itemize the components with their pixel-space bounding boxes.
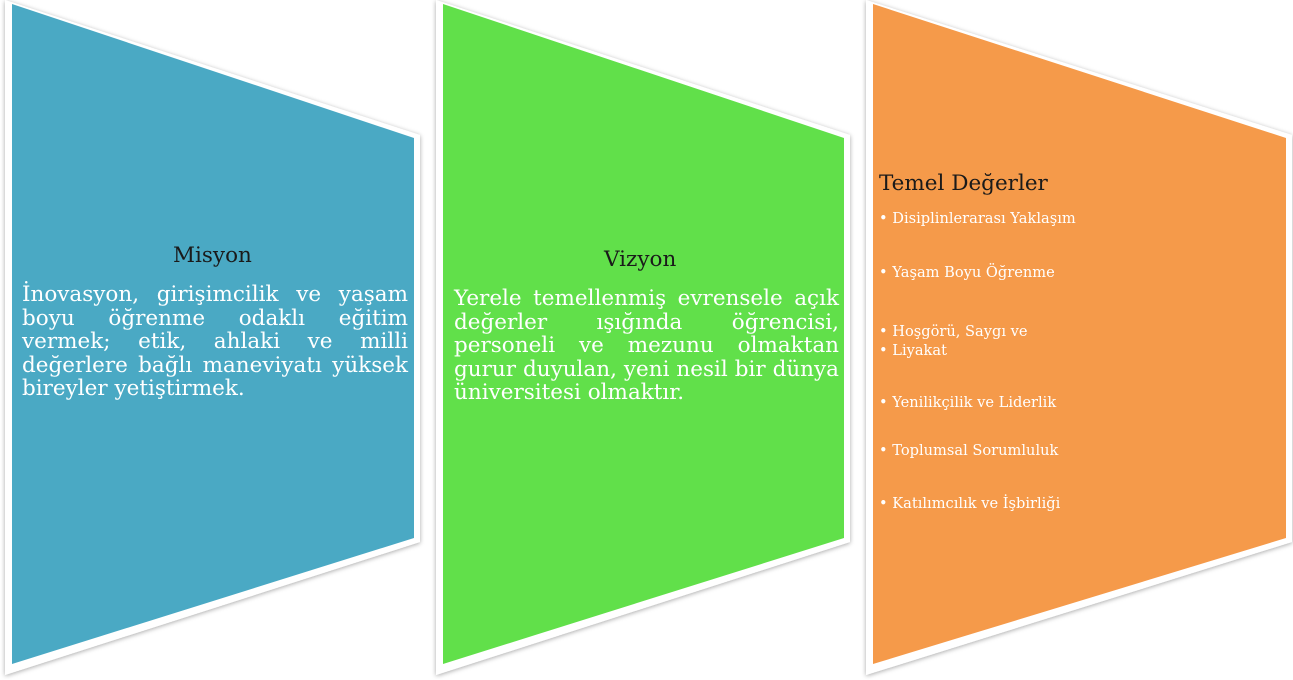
degerler-title: Temel Değerler (879, 171, 1048, 196)
vizyon-title: Vizyon (604, 247, 677, 272)
degerler-item: • Yenilikçilik ve Liderlik (879, 394, 1057, 411)
misyon-title: Misyon (173, 243, 252, 268)
degerler-item: • Disiplinlerarası Yaklaşım (879, 210, 1076, 227)
degerler-item: • Liyakat (879, 342, 947, 359)
misyon-text: İnovasyon, girişimcilik ve yaşam boyu öğrenme odaklı eğitim vermek; etik, ahlaki ve milli değerlere bağlı maneviyatı yüksek bireyler yetiştirmek. (22, 282, 408, 401)
degerler-item: • Yaşam Boyu Öğrenme (879, 264, 1055, 281)
degerler-item: • Katılımcılık ve İşbirliği (879, 495, 1061, 512)
degerler-item: • Toplumsal Sorumluluk (879, 442, 1059, 459)
vizyon-text: Yerele temellenmiş evrensele açık değerler ışığında öğrencisi, personeli ve mezunu olmaktan gurur duyulan, yeni nesil bir dünya üniversitesi olmaktır. (454, 286, 839, 405)
degerler-item: • Hoşgörü, Saygı ve (879, 323, 1028, 340)
